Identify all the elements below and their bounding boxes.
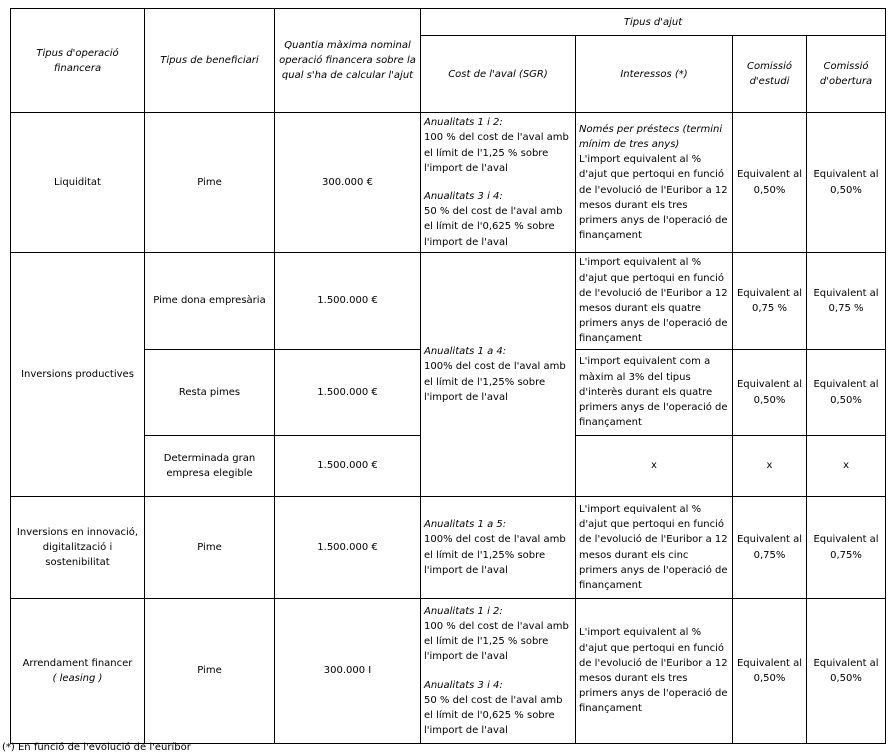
innovacio-operation: Inversions en innovació, digitalització i sostenibilitat [11, 497, 145, 599]
liquiditat-amount: 300.000 € [275, 113, 421, 253]
aid-types-table [10, 8, 886, 744]
arrendament-amount: 300.000 I [275, 599, 421, 744]
liquiditat-opening-fee: Equivalent al 0,50% [807, 113, 886, 253]
table-row-innovacio [11, 497, 886, 599]
arrendament-interest: L'import equivalent al % d'ajut que pertoqui en funció de l'evolució de l'Euribor a 12 mesos durant els tres primers anys de l'operació de finançament [576, 599, 733, 744]
arrendament-study-fee: Equivalent al 0,50% [733, 599, 807, 744]
inversions-r2-study-fee: Equivalent al 0,50% [733, 350, 807, 436]
header-row-1 [11, 9, 886, 36]
liquiditat-interest-text: L'import equivalent al % d'ajut que pertoqui en funció de l'evolució de l'Euribor a 12 mesos durant els tres primers anys de l'operació de finançament [579, 154, 728, 242]
innovacio-opening-fee: Equivalent al 0,75% [807, 497, 886, 599]
table-row-liquiditat [11, 113, 886, 253]
inversions-r1-study-fee: Equivalent al 0,75 % [733, 253, 807, 350]
arrendament-operation [11, 599, 145, 744]
innovacio-guarantee-cost [421, 497, 576, 599]
liquiditat-interest-heading: Només per préstecs (termini mínim de tres anys) [579, 123, 723, 150]
footnote: (*) En funció de l'evolució de l'euríbor [2, 742, 191, 753]
arrendament-operation-sub: ( leasing ) [52, 673, 103, 684]
arrendament-opening-fee: Equivalent al 0,50% [807, 599, 886, 744]
inversions-r2-opening-fee: Equivalent al 0,50% [807, 350, 886, 436]
inversions-cost-heading: Anualitats 1 a 4: [424, 346, 507, 358]
arrendament-operation-label: Arrendament financer [22, 657, 133, 669]
header-max-amount: Quantia màxima nominal operació financera sobre la qual s'ha de calcular l'ajut [275, 9, 421, 113]
arrendament-cost-heading-1: Anualitats 1 i 2: [424, 605, 503, 617]
liquiditat-guarantee-cost [421, 113, 576, 253]
inversions-cost-text: 100% del cost de l'aval amb el límit de l'1,25% sobre l'import de l'aval [424, 361, 566, 403]
inversions-r1-interest: L'import equivalent al % d'ajut que pertoqui en funció de l'evolució de l'Euribor a 12 mesos durant els quatre primers anys de l'operació de finançament [576, 253, 733, 350]
inversions-r3-opening-fee: x [807, 436, 886, 497]
inversions-r2-interest: L'import equivalent com a màxim al 3% del tipus d'interès durant els quatre primers anys de l'operació de finançament [576, 350, 733, 436]
header-aid-type-group: Tipus d'ajut [421, 9, 886, 36]
inversions-r1-amount: 1.500.000 € [275, 253, 421, 350]
inversions-guarantee-cost [421, 253, 576, 497]
header-beneficiary-type: Tipus de beneficiari [145, 9, 275, 113]
liquiditat-beneficiary: Pime [145, 113, 275, 253]
liquiditat-interest [576, 113, 733, 253]
inversions-r2-amount: 1.500.000 € [275, 350, 421, 436]
header-opening-fee: Comissió d'obertura [807, 36, 886, 113]
innovacio-cost-text: 100% del cost de l'aval amb el límit de l'1,25% sobre l'import de l'aval [424, 534, 566, 576]
liquiditat-cost-text-2: 50 % del cost de l'aval amb el límit de l'0,625 % sobre l'import de l'aval [424, 206, 563, 248]
liquiditat-cost-heading-2: Anualitats 3 i 4: [424, 191, 503, 202]
innovacio-cost-heading: Anualitats 1 a 5: [424, 519, 507, 531]
arrendament-cost-text-2: 50 % del cost de l'aval amb el límit de l'0,625 % sobre l'import de l'aval [424, 694, 563, 737]
inversions-r1-opening-fee: Equivalent al 0,75 % [807, 253, 886, 350]
inversions-r3-amount: 1.500.000 € [275, 436, 421, 497]
innovacio-study-fee: Equivalent al 0,75% [733, 497, 807, 599]
arrendament-beneficiary: Pime [145, 599, 275, 744]
innovacio-amount: 1.500.000 € [275, 497, 421, 599]
arrendament-cost-heading-2: Anualitats 3 i 4: [424, 679, 503, 691]
inversions-r3-interest: x [576, 436, 733, 497]
liquiditat-cost-text-1: 100 % del cost de l'aval amb el límit de l'1,25 % sobre l'import de l'aval [424, 132, 569, 174]
innovacio-beneficiary: Pime [145, 497, 275, 599]
inversions-r2-beneficiary: Resta pimes [145, 350, 275, 436]
inversions-r3-beneficiary: Determinada gran empresa elegible [145, 436, 275, 497]
header-guarantee-cost: Cost de l'aval (SGR) [421, 36, 576, 113]
innovacio-interest: L'import equivalent al % d'ajut que pertoqui en funció de l'evolució de l'Euribor a 12 mesos durant els cinc primers anys de l'operació de finançament [576, 497, 733, 599]
liquiditat-cost-heading-1: Anualitats 1 i 2: [424, 117, 503, 129]
header-study-fee: Comissió d'estudi [733, 36, 807, 113]
inversions-operation: Inversions productives [11, 253, 145, 497]
arrendament-cost-text-1: 100 % del cost de l'aval amb el límit de l'1,25 % sobre l'import de l'aval [424, 620, 569, 663]
table-row-arrendament [11, 599, 886, 744]
header-interest: Interessos (*) [576, 36, 733, 113]
inversions-r1-beneficiary: Pime dona empresària [145, 253, 275, 350]
table-row-inversions-1 [11, 253, 886, 350]
liquiditat-operation: Liquiditat [11, 113, 145, 253]
inversions-r3-study-fee: x [733, 436, 807, 497]
liquiditat-study-fee: Equivalent al 0,50% [733, 113, 807, 253]
arrendament-guarantee-cost [421, 599, 576, 744]
header-operation-type: Tipus d'operació financera [11, 9, 145, 113]
